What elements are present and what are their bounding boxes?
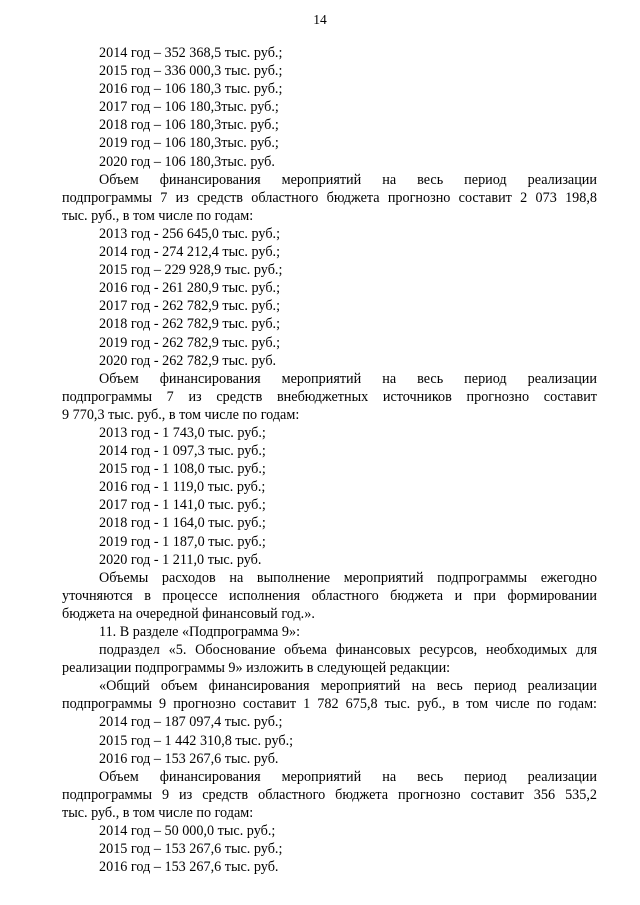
text-line: Объем финансирования мероприятий на весь период реализации	[99, 370, 597, 387]
text-line: 2017 год - 1 141,0 тыс. руб.;	[99, 497, 266, 514]
text-line: подпрограммы 9 из средств областного бюджета прогнозно составит 356 535,2	[62, 786, 597, 803]
text-line: 2019 год – 106 180,3тыс. руб.;	[99, 135, 279, 152]
text-line: реализации подпрограммы 9» изложить в следующей редакции:	[62, 660, 451, 677]
text-line: подпрограммы 7 из средств внебюджетных источников прогнозно составит	[62, 388, 597, 405]
text-line: 2016 год – 153 267,6 тыс. руб.	[99, 750, 279, 767]
text-line: 2014 год – 352 368,5 тыс. руб.;	[99, 45, 283, 61]
text-line: 2020 год – 106 180,3тыс. руб.	[99, 153, 275, 170]
text-line: 2017 год – 106 180,3тыс. руб.;	[99, 99, 279, 116]
text-line: 2014 год - 1 097,3 тыс. руб.;	[99, 443, 266, 460]
text-line: 2016 год – 153 267,6 тыс. руб.	[99, 859, 279, 876]
text-line: 2019 год - 1 187,0 тыс. руб.;	[99, 533, 266, 550]
text-line: 2014 год – 50 000,0 тыс. руб.;	[99, 823, 276, 840]
text-line: 2018 год - 1 164,0 тыс. руб.;	[99, 515, 266, 532]
text-line: 2015 год – 336 000,3 тыс. руб.;	[99, 63, 283, 80]
text-line: 2016 год - 261 280,9 тыс. руб.;	[99, 280, 281, 297]
text-line: 2014 год - 274 212,4 тыс. руб.;	[99, 244, 281, 261]
text-line: тыс. руб., в том числе по годам:	[62, 207, 254, 224]
text-line: подпрограммы 9 прогнозно составит 1 782 675,8 тыс. руб., в том числе по годам:	[62, 696, 597, 713]
text-line: Объемы расходов на выполнение мероприятий подпрограммы ежегодно	[99, 569, 597, 586]
text-line: бюджета на очередной финансовый год.».	[62, 605, 315, 622]
text-line: 9 770,3 тыс. руб., в том числе по годам:	[62, 406, 300, 423]
text-line: 2020 год - 1 211,0 тыс. руб.	[99, 551, 262, 568]
text-line: 2015 год – 229 928,9 тыс. руб.;	[99, 262, 283, 279]
text-line: уточняются в процессе исполнения областного бюджета и при формировании	[62, 587, 597, 604]
page-number: 14	[313, 12, 327, 27]
text-line: 2017 год - 262 782,9 тыс. руб.;	[99, 298, 281, 315]
text-line: тыс. руб., в том числе по годам:	[62, 804, 254, 821]
document-body	[62, 44, 597, 876]
text-line: 2015 год – 153 267,6 тыс. руб.;	[99, 841, 283, 858]
text-line: 2020 год - 262 782,9 тыс. руб.	[99, 352, 277, 369]
text-line: подраздел «5. Обоснование объема финансовых ресурсов, необходимых для	[99, 642, 597, 659]
text-line: 2013 год - 1 743,0 тыс. руб.;	[99, 424, 266, 441]
text-line: 11. В разделе «Подпрограмма 9»:	[99, 624, 301, 640]
text-line: Объем финансирования мероприятий на весь период реализации	[99, 768, 597, 785]
text-line: 2016 год - 1 119,0 тыс. руб.;	[99, 479, 266, 496]
text-line: «Общий объем финансирования мероприятий на весь период реализации	[99, 678, 597, 695]
text-line: 2018 год – 106 180,3тыс. руб.;	[99, 117, 279, 134]
text-line: 2014 год – 187 097,4 тыс. руб.;	[99, 714, 283, 731]
text-line: 2019 год - 262 782,9 тыс. руб.;	[99, 334, 281, 351]
text-line: 2015 год - 1 108,0 тыс. руб.;	[99, 461, 266, 478]
text-line: 2013 год - 256 645,0 тыс. руб.;	[99, 225, 281, 242]
text-line: 2015 год – 1 442 310,8 тыс. руб.;	[99, 732, 294, 749]
text-line: 2016 год – 106 180,3 тыс. руб.;	[99, 81, 283, 98]
text-line: Объем финансирования мероприятий на весь период реализации	[99, 171, 597, 188]
text-line: 2018 год - 262 782,9 тыс. руб.;	[99, 316, 281, 333]
text-line: подпрограммы 7 из средств областного бюджета прогнозно составит 2 073 198,8	[62, 189, 597, 206]
